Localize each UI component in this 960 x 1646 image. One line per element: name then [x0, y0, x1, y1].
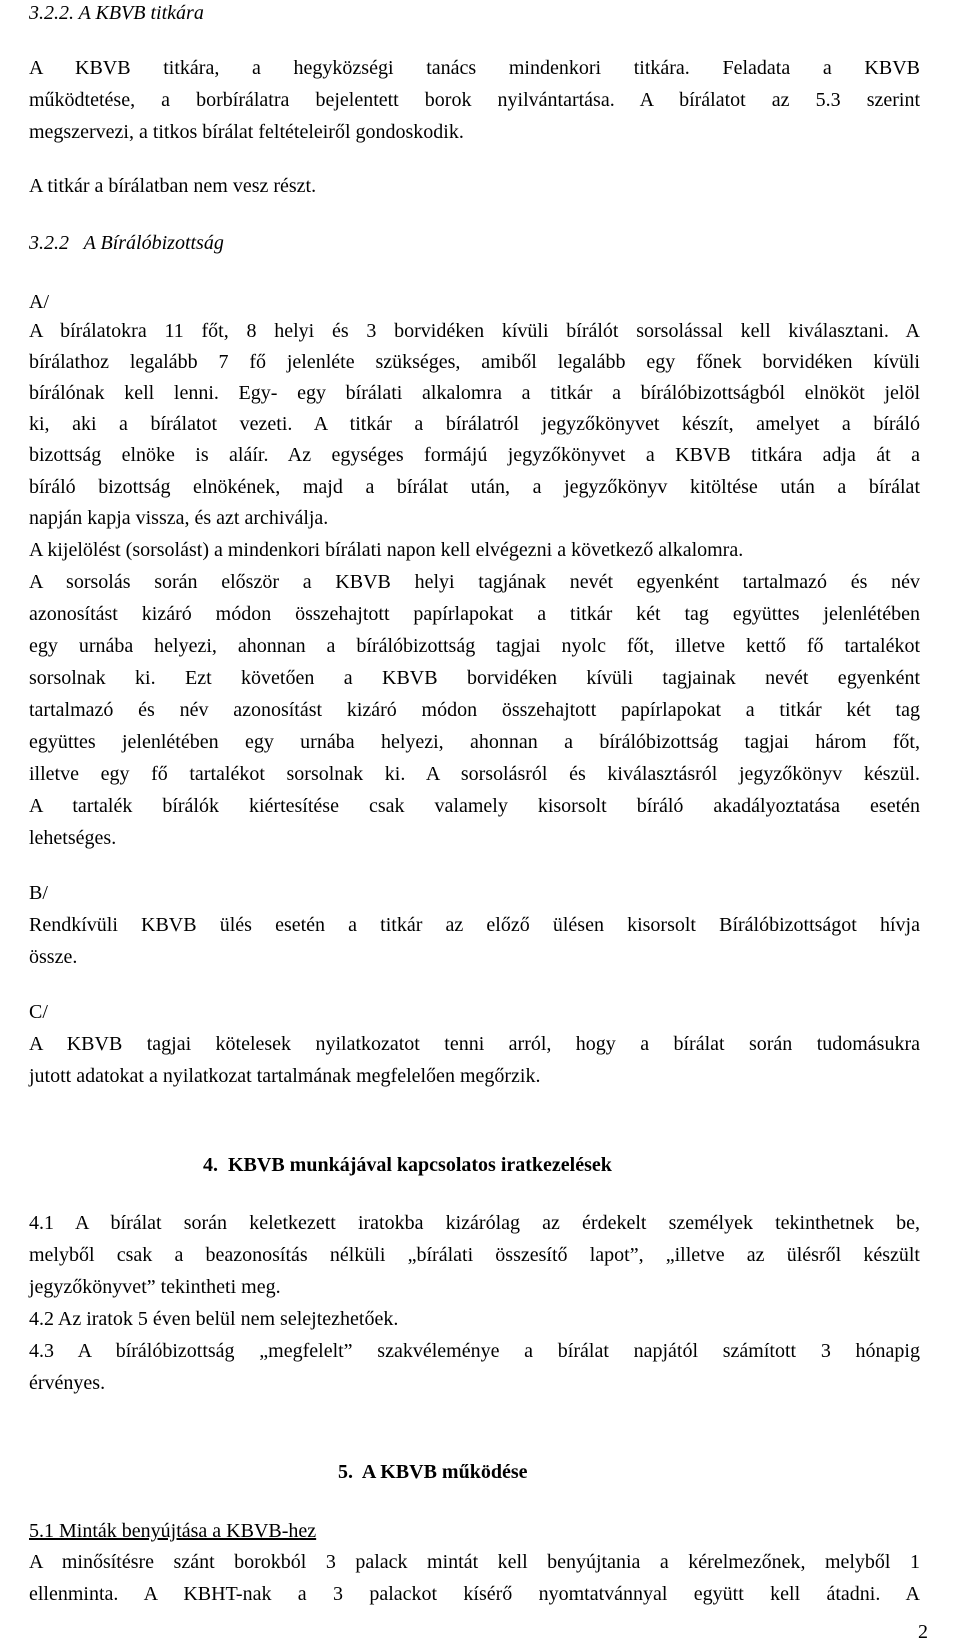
paragraph-line: ki, aki a bírálatot vezeti. A titkár a bírálatról jegyzőkönyvet készít, amelyet a bíráló [29, 413, 920, 435]
subsection-heading-5-1 [29, 1518, 920, 1545]
paragraph-line: 4.2 Az iratok 5 éven belül nem selejtezhetőek. [29, 1308, 399, 1330]
paragraph-line: A KBVB tagjai kötelesek nyilatkozatot tenni arról, hogy a bírálat során tudomásukra [29, 1033, 920, 1055]
paragraph-line: 4.1 A bírálat során keletkezett iratokba kizárólag az érdekelt személyek tekinthetnek be, [29, 1212, 920, 1234]
paragraph-line: 4.3 A bírálóbizottság „megfelelt” szakvéleménye a bírálat napjától számított 3 hónapig [29, 1340, 920, 1362]
paragraph-line: működtetése, a borbírálatra bejelentett borok nyilvántartása. A bírálatot az 5.3 szerint [29, 89, 920, 111]
paragraph-line: Rendkívüli KBVB ülés esetén a titkár az előző ülésen kisorsolt Bírálóbizottságot hívja [29, 914, 920, 936]
paragraph-line: megszervezi, a titkos bírálat feltételeiről gondoskodik. [29, 121, 464, 143]
paragraph-line: jegyzőkönyvet” tekintheti meg. [29, 1276, 281, 1298]
paragraph-line: együttes jelenlétében egy urnába helyezi, ahonnan a bírálóbizottság tagjai három főt, [29, 731, 920, 753]
paragraph-line: bizottság elnöke is aláír. Az egységes formájú jegyzőkönyvet a KBVB titkára adja át a [29, 444, 920, 466]
paragraph-line: A kijelölést (sorsolást) a mindenkori bírálati napon kell elvégezni a következő alkalomra. [29, 539, 744, 561]
paragraph-line: tartalmazó és név azonosítást kizáró módon összehajtott papírlapokat a titkár két tag [29, 699, 920, 721]
page-number: 2 [918, 1621, 928, 1643]
paragraph-line: jutott adatokat a nyilatkozat tartalmának megfelelően megőrzik. [29, 1065, 541, 1087]
paragraph-line: bírálathoz legalább 7 fő jelenléte szükséges, amiből legalább egy főnek borvidéken kívüli [29, 351, 920, 373]
paragraph-line: napján kapja vissza, és azt archiválja. [29, 507, 329, 529]
paragraph-line: érvényes. [29, 1372, 106, 1394]
paragraph-line: A KBVB titkára, a hegyközségi tanács mindenkori titkára. Feladata a KBVB [29, 57, 920, 79]
section-heading-biralobizottsag: 3.2.2 A Bírálóbizottság [29, 232, 224, 254]
paragraph-line: A bírálatokra 11 főt, 8 helyi és 3 borvidéken kívüli bírálót sorsolással kell kiválasztani. A [29, 320, 920, 342]
paragraph-line: A sorsolás során először a KBVB helyi tagjának nevét egyenként tartalmazó és név [29, 571, 920, 593]
paragraph-line: melyből csak a beazonosítás nélküli „bírálati összesítő lapot”, „illetve az ülésről készült [29, 1244, 920, 1266]
paragraph-line: egy urnába helyezi, ahonnan a bírálóbizottság tagjai nyolc főt, illetve kettő fő tartalékot [29, 635, 920, 657]
paragraph-line: illetve egy fő tartalékot sorsolnak ki. A sorsolásról és kiválasztásról jegyzőkönyv készül. [29, 763, 920, 785]
paragraph-line: azonosítást kizáró módon összehajtott papírlapokat a titkár két tag együttes jelenlétében [29, 603, 920, 625]
subsection-heading-5-1-text: 5.1 Minták benyújtása a KBVB-hez [29, 1520, 317, 1542]
subsection-label-a: A/ [29, 291, 49, 313]
paragraph-line: A titkár a bírálatban nem vesz részt. [29, 175, 317, 197]
paragraph-line: ellenminta. A KBHT-nak a 3 palackot kísérő nyomtatvánnyal együtt kell átadni. A [29, 1583, 920, 1605]
paragraph-line: A tartalék bírálók kiértesítése csak valamely kisorsolt bíráló akadályoztatása esetén [29, 795, 920, 817]
paragraph-line: lehetséges. [29, 827, 117, 849]
paragraph-line: bírálónak kell lenni. Egy- egy bírálati alkalomra a titkár a bírálóbizottságból elnököt jelöl [29, 382, 920, 404]
paragraph-line: A minősítésre szánt borokból 3 palack mintát kell benyújtania a kérelmezőnek, melyből 1 [29, 1551, 920, 1573]
subsection-label-b: B/ [29, 882, 48, 904]
section-heading-3-2-2-titkar: 3.2.2. A KBVB titkára [29, 2, 204, 24]
paragraph-line: bíráló bizottság elnökének, majd a bírálat után, a jegyzőkönyv kitöltése után a bírálat [29, 476, 920, 498]
subsection-label-c: C/ [29, 1001, 48, 1023]
paragraph-line: össze. [29, 946, 78, 968]
section-heading-5-kbvb-mukodese: 5. A KBVB működése [338, 1461, 528, 1483]
paragraph-line: sorsolnak ki. Ezt követően a KBVB borvidéken kívüli tagjainak nevét egyenként [29, 667, 920, 689]
section-heading-4-iratkezelesek: 4. KBVB munkájával kapcsolatos iratkezelések [203, 1154, 612, 1176]
